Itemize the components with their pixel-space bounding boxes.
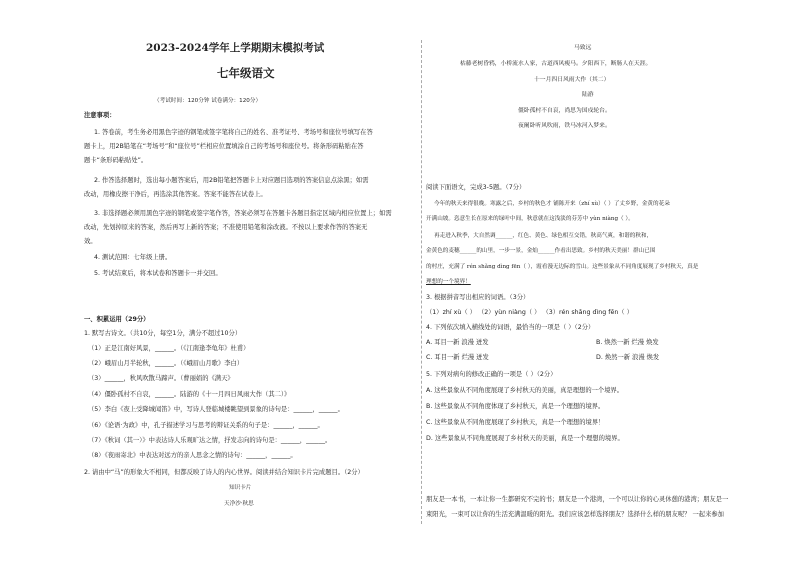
question-3: 3. 根据拼音写出相应的词语。（3分） [426, 294, 530, 301]
note-line: 2. 作答选择题时，选出每小题答案后，用2B铅笔把答题卡上对应题目选项的答案信息点涂黑；如需 [94, 177, 369, 184]
question-4: 4. 下列依次填入横线处的词语，最恰当的一项是（ ）（2分） [426, 324, 595, 331]
question-2: 2. 请由中“马”的形象大不相同，但都反映了诗人的内心世界。阅读并结合知识卡片完成题目。（2分） [84, 469, 364, 476]
question-1: 1. 默写古诗文。（共10分，每空1分，满分不超过10分） [84, 330, 242, 337]
question-4-option-d: D. 焕然一新 浪漫 焕发 [596, 354, 660, 361]
poem-2-line: 僵卧孤村不自哀，尚思为国戍轮台。 [518, 108, 611, 114]
reading-intro: 阅读下面语文，完成3-5题。（7分） [426, 184, 526, 191]
note-line: 改动，用橡皮擦干净后，再选涂其他答案。答案不能答在试卷上。 [84, 191, 267, 198]
passage-line: 的村庄，充满了 rén shǎng dìng fēn（ ），霞看漫无边际的雪山。这些景象从不同角度展现了乡村秋天，真是 [426, 264, 699, 270]
exam-info: （考试时间：120分钟 试卷满分：120分） [154, 98, 262, 104]
question-5-option: D. 这些景象从不同角度展现了乡村秋天的美丽，真是一个理想的境界。 [426, 435, 624, 442]
poem-2-title: 十一月四日风雨大作（其二） [534, 77, 610, 83]
poem-1-author: 马致远 [574, 45, 592, 51]
notes-heading: 注意事项： [84, 112, 116, 119]
question-5-option: A. 这些景象从不同角度展现了乡村秋天的美丽，真是理想的一个境界。 [426, 387, 624, 394]
question-1-item: （7）《秋词（其一）》中表达诗人乐观旷达之情，抒发志向的诗句是：______，______。 [88, 437, 332, 444]
grade-subject-title: 七年级语文 [217, 66, 275, 80]
note-line: 效。 [84, 238, 97, 245]
question-1-item: （2）峨眉山月半轮秋，______。（《峨眉山月歌》李白） [88, 360, 244, 367]
question-4-option-b: B. 焕然一新 烂漫 焕发 [596, 339, 659, 346]
note-line: 5. 考试结束后，将本试卷和答题卡一并交回。 [94, 270, 222, 277]
question-1-item: （8）《夜雨寄北》中表达对远方的亲人思念之情的诗句：______，______。 [88, 452, 297, 459]
exam-title: 2023-2024学年上学期期末模拟考试 [146, 42, 325, 54]
section-heading: 一、积累运用（29分） [84, 316, 150, 323]
writing-prompt-line: 束阳光，一束可以让你的生活充满温暖的阳光。我们应该怎样选择朋友？选择什么样的朋友呢？ 一起来参加 [426, 511, 724, 518]
note-line: 1. 答卷前，考生务必用黑色字迹的钢笔或签字笔将自己的姓名、准考证号、考场号和座位号填写在答 [94, 129, 373, 136]
note-line: 题卡上，用2B铅笔在“考场号”和“座位号”栏相应位置填涂自己的考场号和座位号。将条形码粘贴在答 [84, 143, 364, 150]
passage-line: 再走进入秋季，大自然调______，红色、黄色、绿色相互交错，秋高气爽，和谐的秋和， [434, 233, 653, 239]
question-1-item: （5）李白《夜上受降城闻笛》中，写诗人登临城楼眺望到景象的诗句是：______，______。 [88, 406, 344, 413]
passage-line: 金黄色的麦穗______的山里，一步一景，金灿______作看出思致。乡村的秋天美丽！群山已围 [426, 248, 656, 254]
question-5-option: C. 这些景象从不同角度展现了乡村秋天，真是一个理想的境界！ [426, 419, 605, 426]
question-5: 5. 下列对病句的修改正确的一项是（ ）（2分） [426, 371, 557, 378]
note-line: 题卡“条形码粘贴处”。 [84, 157, 148, 164]
passage-line: 今年的秋天来得很晚。寒露之后，乡村的秋色才 铺陈开来（zhí xù）（ ）了丈乡野，金黄的花朵 [434, 201, 670, 207]
knowledge-card-poem-title: 天净沙·秋思 [224, 501, 254, 507]
column-divider [421, 40, 422, 524]
right-column [426, 0, 772, 562]
question-1-item: （6）《论语·为政》中，孔子描述学习与思考的辩证关系的句子是：______，______。 [88, 422, 324, 429]
question-1-item: （3）______，秋风吹散马蹄声。（曹丽娟的《满天》 [88, 375, 234, 382]
note-line: 4. 测试范围：七年级上册。 [94, 254, 172, 261]
question-1-item: （1）正是江南好风景，______。（《江南逢李龟年》杜甫） [88, 345, 250, 352]
left-column [84, 0, 416, 562]
question-5-option: B. 这些景象从不同角度体现了乡村秋天，真是一个理想的境界。 [426, 403, 605, 410]
writing-prompt-line: 朋友是一本书，一本让你一生都研究不完的书；朋友是一个港湾，一个可以让你的心灵休憩的港湾；朋友是一 [426, 496, 729, 503]
note-line: 改动，先划掉原来的答案，然后再写上新的答案；不准使用铅笔和涂改液。不按以上要求作答的答案无 [84, 224, 368, 231]
note-line: 3. 非选择题必须用黑色字迹的钢笔或签字笔作答，答案必须写在答题卡各题目指定区域内相应位置上；如需 [94, 210, 392, 217]
poem-2-line: 夜阑卧听风吹雨，铁马冰河入梦来。 [518, 123, 611, 129]
poem-1-text: 枯藤老树昏鸦，小桥流水人家，古道西风瘦马。夕阳西下，断肠人在天涯。 [460, 61, 652, 67]
question-1-item: （4）僵卧孤村不自哀，______。陆游的《十一月四日风雨大作（其二）》 [88, 391, 291, 398]
question-4-option-a: A. 耳目一新 浪漫 迸发 [426, 339, 489, 346]
passage-line: 开满山坡。恣意生长在原来的绿叶中间，秋意就在这浅淡的芬芳中 yùn niàng（ ）。 [426, 216, 634, 222]
question-3-items: （1）zhí xù（ ） （2）yùn niàng（ ） （3）rén shǎng dìng fēn（ ） [426, 309, 633, 316]
poem-2-author: 陆游 [582, 92, 594, 98]
knowledge-card-title: 知识卡片 [229, 485, 252, 491]
passage-line-underlined: 理想的一个境界！ [426, 279, 471, 285]
question-4-option-c: C. 耳目一新 烂漫 迸发 [426, 354, 489, 361]
